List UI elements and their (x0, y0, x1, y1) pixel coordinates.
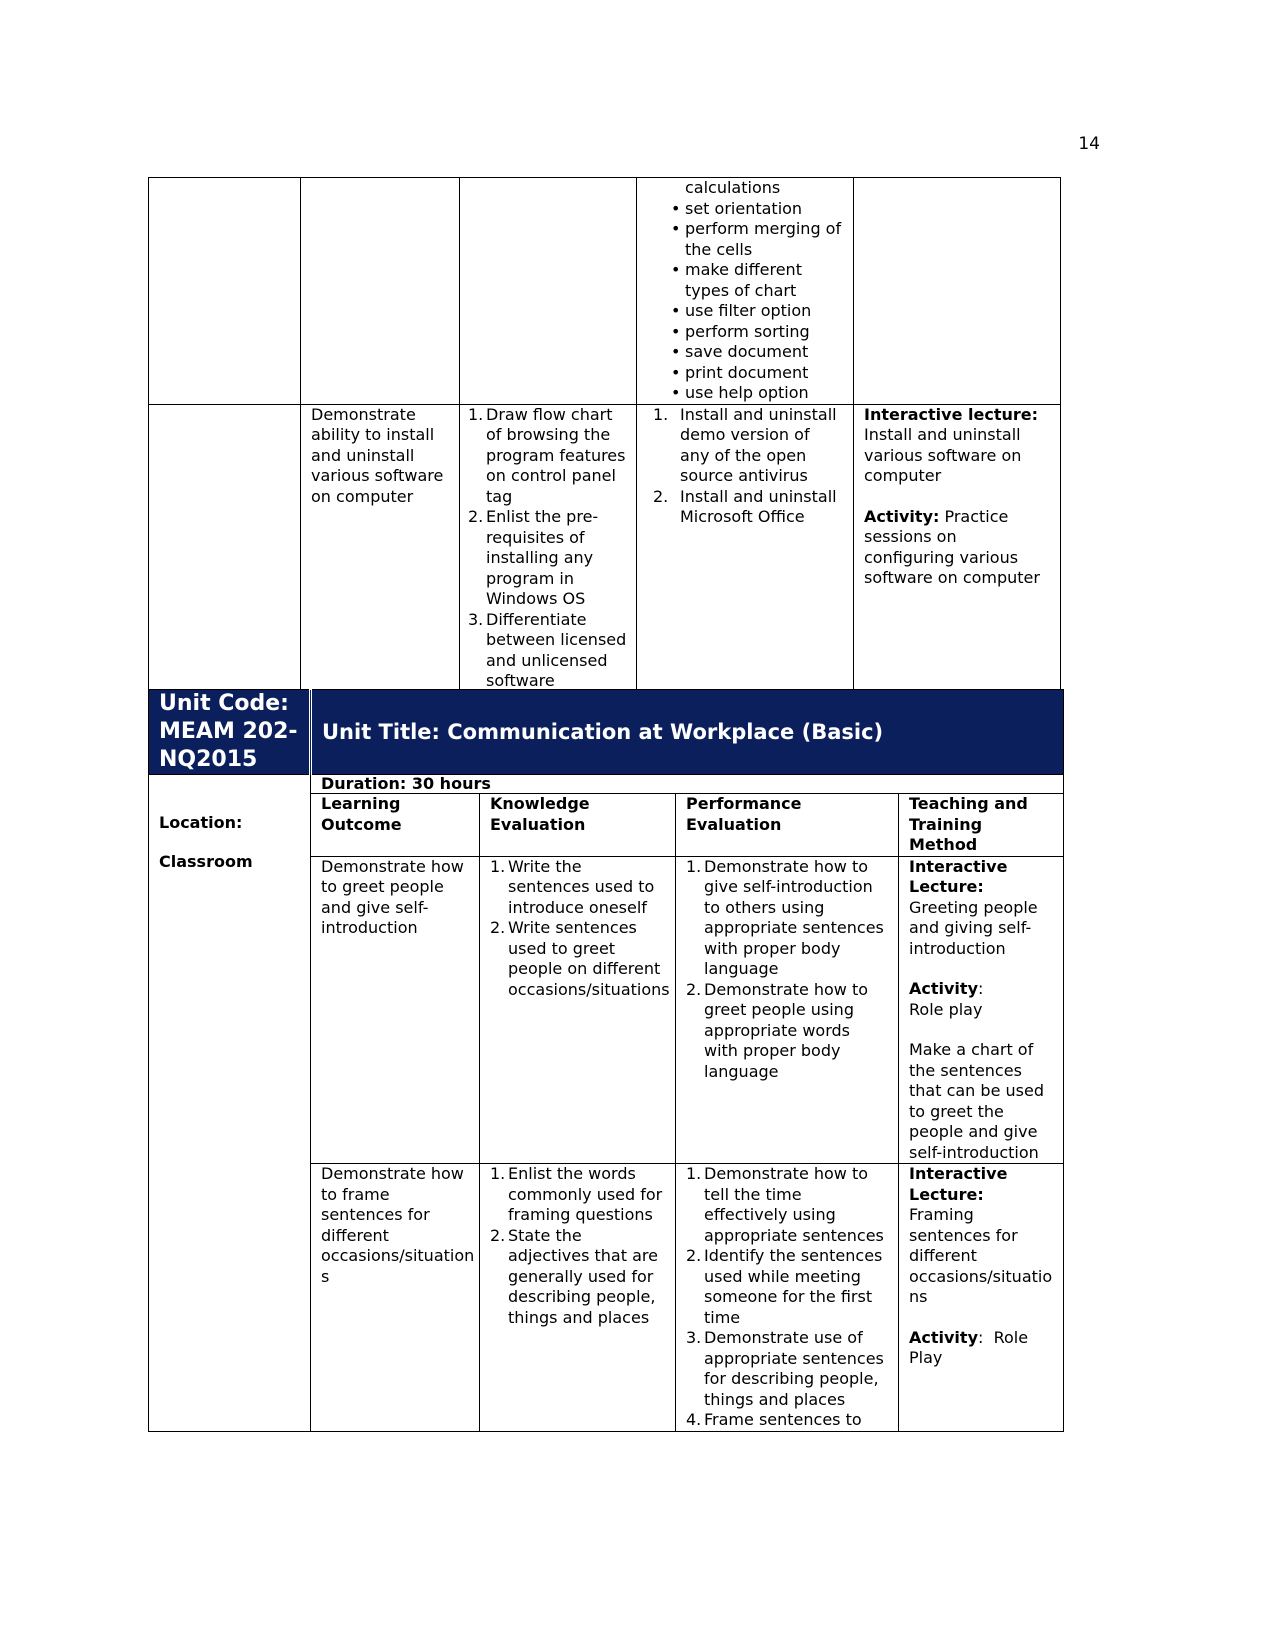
list-item (490, 857, 665, 919)
empty-cell (149, 404, 301, 713)
curriculum-table-continued (148, 177, 1061, 713)
list-text: Frame sentences to (704, 1410, 862, 1429)
performance-list (686, 1164, 888, 1431)
teaching-method-cell: Interactive Lecture: Framing sentences for different occasions/situatio ns Activity: Role Play (899, 1164, 1064, 1432)
location-cell (149, 775, 311, 1432)
bullet-list (667, 178, 843, 404)
activity-extra: Make a chart of the sentences that can be used to greet the people and give self-introduction (909, 1040, 1044, 1162)
header-teaching-method: Teaching and Training Method (899, 794, 1064, 857)
teaching-label: Interactive Lecture: (909, 856, 1008, 896)
page-number: 14 (1078, 134, 1100, 154)
list-number: 3. (468, 609, 484, 629)
list-number: 1. (686, 856, 702, 876)
learning-outcome-cell: Demonstrate ability to install and uninstall various software on computer (301, 404, 460, 713)
performance-list (686, 857, 888, 1083)
unit-table (148, 689, 1064, 1432)
list-text: Install and uninstall demo version of any of the open source antivirus (680, 404, 837, 485)
list-number: 2. (653, 486, 669, 506)
list-text: Identify the sentences used while meeting someone for the first time (704, 1246, 883, 1327)
teaching-method-cell: Interactive Lecture: Greeting people and giving self-introduction Activity: Role play Make a chart of the sentences that can be used to greet the people and give self-introduction (899, 856, 1064, 1164)
empty-cell (301, 178, 460, 405)
bullet-item: • print document (667, 363, 843, 384)
teaching-method-cell (854, 404, 1061, 713)
list-text: Demonstrate use of appropriate sentences for describing people, things and places (704, 1328, 884, 1409)
performance-evaluation-cell (676, 856, 899, 1164)
header-learning-outcome: Learning Outcome (311, 794, 480, 857)
activity-label: Activity: (864, 506, 940, 526)
list-item (686, 1164, 888, 1246)
list-text: Demonstrate how to tell the time effectively using appropriate sentences (704, 1164, 884, 1245)
activity-text: Role Play (909, 1327, 1029, 1367)
list-text: Enlist the words commonly used for framing questions (508, 1164, 663, 1224)
unit-code-cell (149, 690, 311, 775)
list-number: 1. (490, 856, 506, 876)
list-item (490, 1164, 665, 1226)
bullet-item: • perform sorting (667, 322, 843, 343)
performance-bullets-cell (637, 178, 854, 405)
list-item (686, 857, 888, 980)
teaching-label: Interactive lecture: (864, 404, 1038, 424)
empty-cell (149, 178, 301, 405)
learning-outcome-cell: Demonstrate how to frame sentences for different occasions/situation s (311, 1164, 480, 1432)
list-number: 1. (490, 1164, 506, 1183)
activity-label: Activity (909, 979, 978, 998)
teaching-text: Framing sentences for different occasions/situatio ns (909, 1205, 1053, 1306)
duration: Duration: 30 hours (321, 774, 491, 793)
list-number: 1. (686, 1164, 702, 1183)
list-item (686, 1328, 888, 1410)
location-label: Location: (159, 813, 243, 832)
list-item (468, 507, 632, 610)
bullet-item: • perform merging of the cells (667, 219, 843, 260)
list-item (468, 405, 632, 508)
empty-cell (854, 178, 1061, 405)
list-number: 4. (686, 1410, 702, 1429)
knowledge-evaluation-cell (480, 1164, 676, 1432)
list-item (490, 918, 670, 1000)
bullet-intro-text: calculations (685, 178, 781, 197)
bullet-item: • set orientation (667, 199, 843, 220)
list-text: Write sentences used to greet people on different occasions/situations (508, 918, 670, 999)
list-text: Demonstrate how to greet people using appropriate words with proper body language (704, 979, 869, 1081)
empty-cell (460, 178, 637, 405)
list-text: State the adjectives that are generally used for describing people, things and places (508, 1225, 658, 1327)
bullet-item: • use filter option (667, 301, 843, 322)
list-text: Differentiate between licensed and unlicensed software (486, 609, 627, 690)
list-item (686, 980, 888, 1083)
list-number: 2. (686, 979, 702, 999)
list-item (490, 1226, 665, 1329)
list-number: 3. (686, 1328, 702, 1347)
duration-cell (311, 775, 1064, 794)
knowledge-evaluation-cell (480, 856, 676, 1164)
activity-text: Role play (909, 999, 983, 1019)
learning-outcome-cell: Demonstrate how to greet people and give self-introduction (311, 856, 480, 1164)
teaching-text: Greeting people and giving self-introduction (909, 897, 1038, 958)
bullet-item: • save document (667, 342, 843, 363)
bullet-item: • use help option (667, 383, 843, 404)
performance-list (653, 405, 843, 528)
knowledge-evaluation-cell (460, 404, 637, 713)
performance-evaluation-cell (676, 1164, 899, 1432)
list-text: Enlist the pre-requisites of installing any program in Windows OS (486, 507, 599, 608)
list-number: 2. (468, 507, 484, 526)
list-number: 2. (490, 1225, 506, 1245)
bullet-item: • make different types of chart (667, 260, 843, 301)
list-item (686, 1410, 888, 1431)
list-text: Install and uninstall Microsoft Office (680, 486, 837, 526)
knowledge-list (468, 405, 632, 713)
header-knowledge-evaluation: Knowledge Evaluation (480, 794, 676, 857)
list-number: 1. (653, 404, 669, 424)
teaching-label: Interactive Lecture: (909, 1164, 1008, 1204)
location-value: Classroom (159, 851, 253, 871)
activity-label: Activity (909, 1327, 978, 1347)
unit-title-cell (311, 690, 1064, 775)
performance-evaluation-cell (637, 404, 854, 713)
list-number: 2. (490, 918, 506, 937)
header-performance-evaluation: Performance Evaluation (676, 794, 899, 857)
list-item (653, 405, 843, 487)
list-text: Draw flow chart of browsing the program features on control panel tag (486, 404, 626, 506)
unit-title: Unit Title: Communication at Workplace (Basic) (322, 720, 884, 744)
knowledge-list (490, 856, 670, 1001)
knowledge-list (490, 1164, 665, 1328)
list-number: 2. (686, 1246, 702, 1265)
list-item (686, 1246, 888, 1328)
teaching-text: Install and uninstall various software on computer (864, 425, 1022, 485)
unit-code: Unit Code: MEAM 202-NQ2015 (159, 691, 298, 772)
list-number: 1. (468, 404, 484, 424)
list-text: Write the sentences used to introduce oneself (508, 856, 655, 917)
activity-text: Practice sessions on configuring various software on computer (864, 506, 1040, 587)
list-text: Demonstrate how to give self-introduction to others using appropriate sentences with proper body language (704, 856, 884, 978)
list-item (653, 487, 843, 528)
